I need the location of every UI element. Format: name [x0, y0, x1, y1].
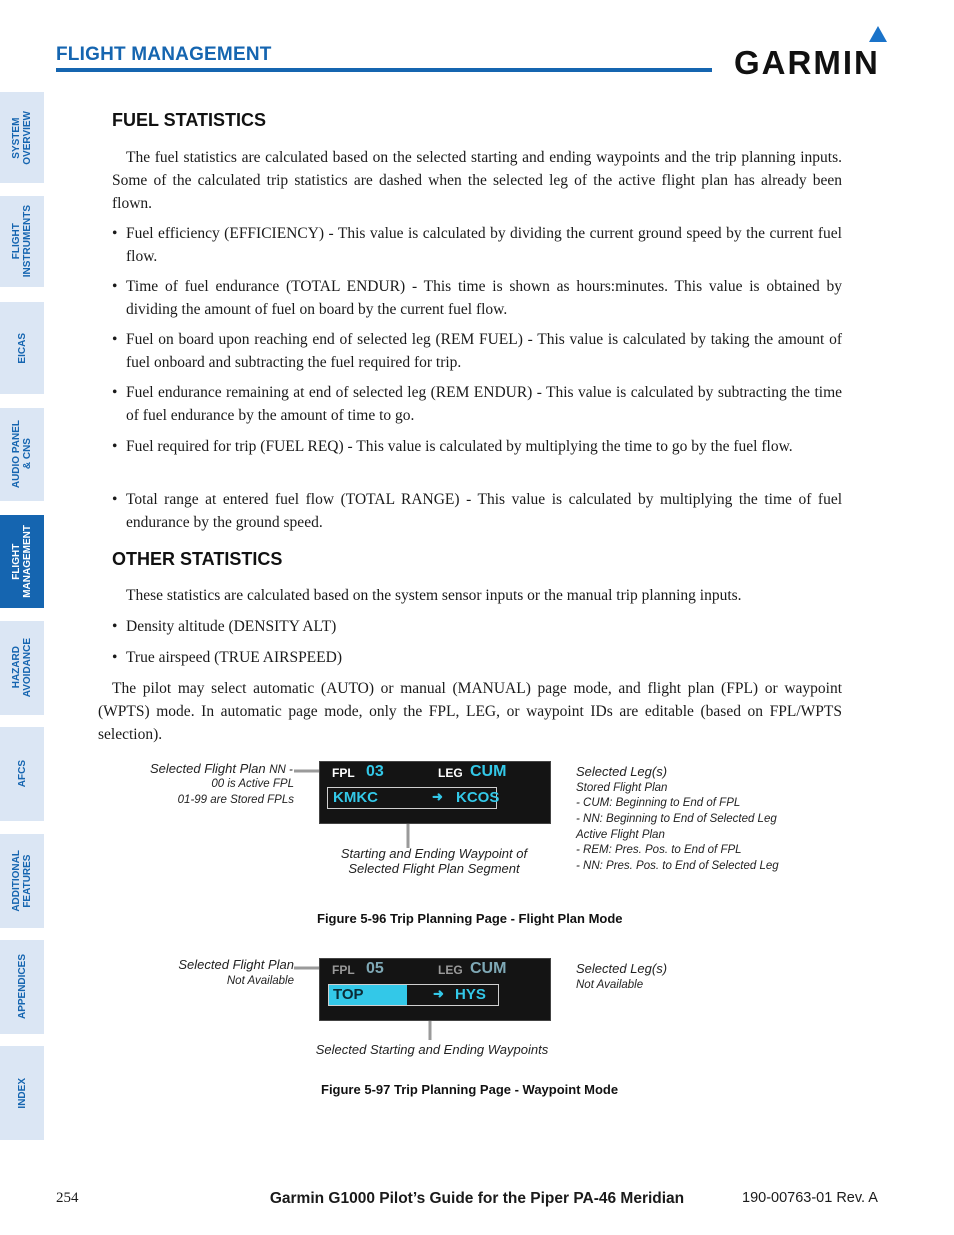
- waypoint-field[interactable]: [327, 787, 500, 809]
- callout-selected-flight-plan: Selected Flight Plan: [178, 957, 294, 972]
- leg-value: CUM: [470, 960, 507, 977]
- tab-audio-panel[interactable]: AUDIO PANEL & CNS: [0, 408, 44, 501]
- fpl-number: 05: [366, 960, 384, 977]
- document-revision: 190-00763-01 Rev. A: [742, 1190, 878, 1206]
- tab-index[interactable]: INDEX: [0, 1046, 44, 1140]
- other-bullet: • Density altitude (DENSITY ALT): [112, 618, 337, 635]
- fuel-intro: The fuel statistics are calculated based on the selected starting and ending waypoints and the trip planning inputs. Some of the calculated trip statistics are dashed when the selected leg of the active flight plan has already been flown.: [112, 149, 842, 212]
- fuel-bullet: • Time of fuel endurance (TOTAL ENDUR) - This time is shown as hours:minutes. This value is obtained by dividing the amount of fuel on board by the current fuel flow.: [112, 278, 842, 318]
- fuel-statistics-heading: FUEL STATISTICS: [112, 110, 267, 130]
- arrow-right-icon: ➜: [432, 789, 443, 804]
- callout-not-available: Not Available: [226, 975, 294, 987]
- tab-appendices[interactable]: APPENDICES: [0, 940, 44, 1034]
- fuel-bullet: • Total range at entered fuel flow (TOTAL RANGE) - This value is calculated by multiplying the time of fuel endurance by the ground speed.: [112, 491, 842, 531]
- trip-planning-screen-fpl: FPL 03 LEG CUM KMKC ➜ KCOS: [319, 761, 551, 824]
- trip-planning-screen-wpts: FPL 05 LEG CUM TOP ➜ HYS: [319, 958, 551, 1021]
- from-waypoint[interactable]: TOP: [329, 985, 407, 1005]
- callout-stored-fpls: 01-99 are Stored FPLs: [177, 794, 294, 806]
- other-bullet: • True airspeed (TRUE AIRSPEED): [112, 649, 342, 666]
- waypoint-field[interactable]: [328, 984, 499, 1006]
- leg-value[interactable]: CUM: [470, 763, 507, 780]
- tab-eicas[interactable]: EICAS: [0, 302, 44, 394]
- tab-afcs[interactable]: AFCS: [0, 727, 44, 821]
- garmin-wordmark: GARMIN: [734, 44, 880, 81]
- tab-flight-management[interactable]: FLIGHT MANAGEMENT: [0, 515, 44, 608]
- figure-caption-96: Figure 5-96 Trip Planning Page - Flight Plan Mode: [317, 911, 623, 926]
- callout-not-available: Not Available: [576, 979, 644, 991]
- fuel-bullet: • Fuel efficiency (EFFICIENCY) - This value is calculated by dividing the current ground speed by the current fuel flow.: [112, 225, 842, 265]
- arrow-right-icon: ➜: [433, 986, 444, 1001]
- callout-start-end-waypoints: Selected Starting and Ending Waypoints: [315, 1042, 549, 1057]
- other-intro: These statistics are calculated based on the system sensor inputs or the manual trip planning inputs.: [126, 587, 742, 604]
- fuel-bullet: • Fuel endurance remaining at end of selected leg (REM ENDUR) - This value is calculated by subtracting the time of fuel endurance by the amount of time to go.: [112, 384, 842, 424]
- callout-selected-legs: Selected Leg(s): [576, 961, 668, 976]
- other-statistics-heading: OTHER STATISTICS: [112, 549, 283, 569]
- document-title: Garmin G1000 Pilot’s Guide for the Piper PA-46 Meridian: [269, 1190, 685, 1207]
- fuel-bullet: • Fuel required for trip (FUEL REQ) - This value is calculated by multiplying the time to go by the fuel flow.: [112, 438, 793, 455]
- fuel-bullet: • Fuel on board upon reaching end of selected leg (REM FUEL) - This value is calculated by taking the amount of fuel onboard and subtracting the fuel required for trip.: [112, 331, 842, 371]
- fpl-number[interactable]: 03: [366, 763, 384, 780]
- to-waypoint[interactable]: HYS: [455, 986, 486, 1003]
- callout-start-end-waypoint: Starting and Ending Waypoint of: [340, 846, 528, 861]
- tab-additional-features[interactable]: ADDITIONAL FEATURES: [0, 834, 44, 928]
- to-waypoint: KCOS: [456, 789, 500, 806]
- page-number: 254: [56, 1190, 79, 1206]
- callout-flight-plan-segment: Selected Flight Plan Segment: [348, 861, 520, 876]
- tab-hazard-avoidance[interactable]: HAZARD AVOIDANCE: [0, 621, 44, 715]
- from-waypoint: KMKC: [333, 789, 378, 806]
- tab-system-overview[interactable]: SYSTEM OVERVIEW: [0, 92, 44, 183]
- figure-caption-97: Figure 5-97 Trip Planning Page - Waypoint Mode: [321, 1082, 619, 1097]
- callout-active-fpl: 00 is Active FPL: [211, 778, 294, 790]
- callout-selected-legs: Selected Leg(s): [576, 764, 668, 779]
- callout-selected-flight-plan: Selected Flight Plan NN -: [150, 761, 293, 776]
- tab-flight-instruments[interactable]: FLIGHT INSTRUMENTS: [0, 196, 44, 287]
- section-header: FLIGHT MANAGEMENT: [56, 44, 272, 65]
- mode-paragraph: The pilot may select automatic (AUTO) or manual (MANUAL) page mode, and flight plan (FPL) or waypoint (WPTS) mode. In automatic page mode, only the FPL, LEG, or waypoint IDs are editable (based on FPL/WPTS selection).: [98, 680, 842, 743]
